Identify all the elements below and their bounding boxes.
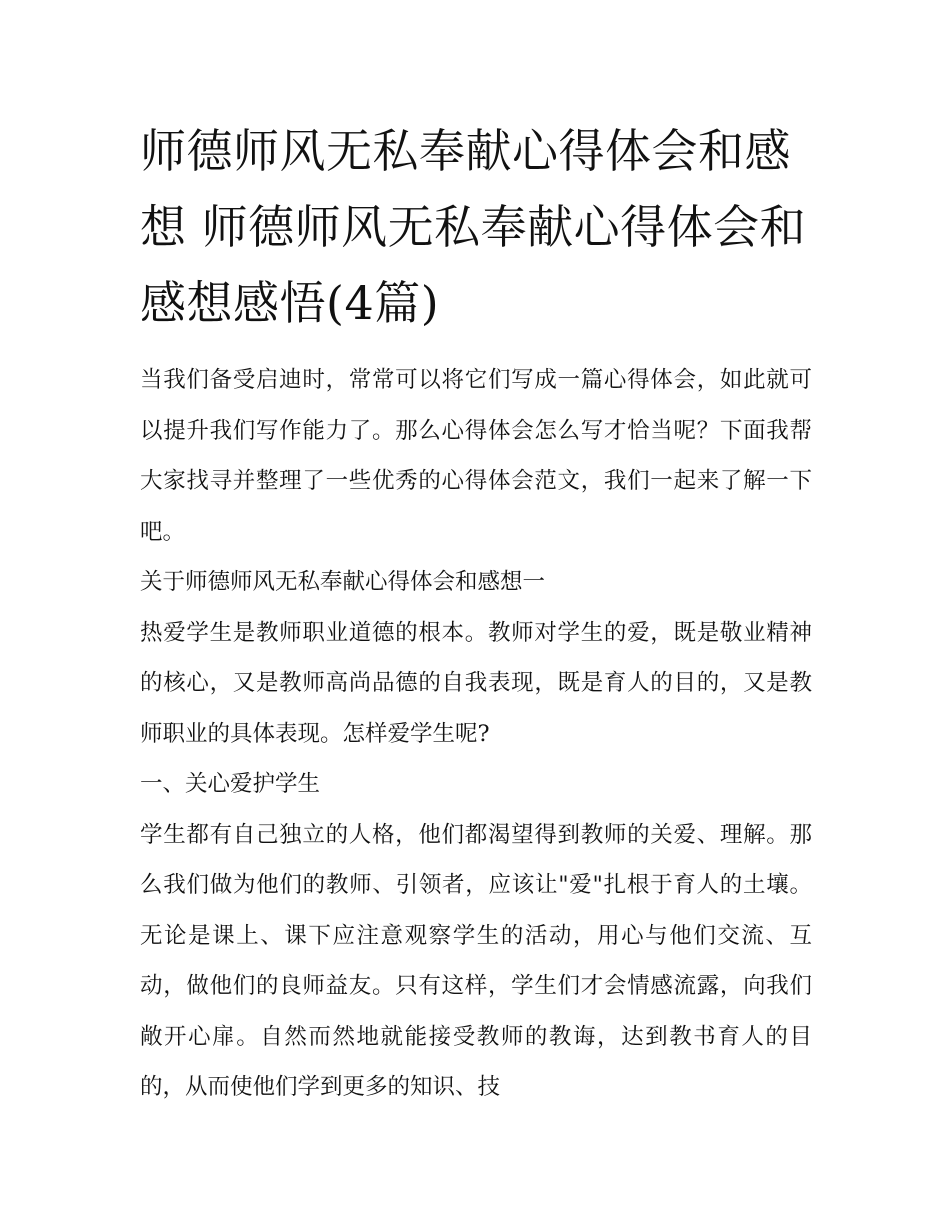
subsection-heading: 一、关心爱护学生 <box>140 771 321 797</box>
body-paragraph: 热爱学生是教师职业道德的根本。教师对学生的爱，既是敬业精神的核心，又是教师高尚品德的自我表现，既是育人的目的，又是教师职业的具体表现。怎样爱学生呢? <box>140 619 812 747</box>
intro-paragraph: 当我们备受启迪时，常常可以将它们写成一篇心得体会，如此就可以提升我们写作能力了。那么心得体会怎么写才恰当呢？下面我帮大家找寻并整理了一些优秀的心得体会范文，我们一起来了解一下吧。 <box>140 367 812 545</box>
document-title: 师德师风无私奉献心得体会和感想 师德师风无私奉献心得体会和感想感悟(4篇) <box>140 124 807 330</box>
body-paragraph-continued: 学生都有自己独立的人格，他们都渴望得到教师的关爱、理解。那么我们做为他们的教师、引领者，应该让"爱"扎根于育人的土壤。无论是课上、课下应注意观察学生的活动，用心与他们交流、互动，做他们的良师益友。只有这样，学生们才会情感流露，向我们敞开心扉。自然而然地就能接受教师的教诲，达到教书育人的目的，从而使他们学到更多的知识、技 <box>140 821 812 1100</box>
section-heading: 关于师德师风无私奉献心得体会和感想一 <box>140 569 546 595</box>
